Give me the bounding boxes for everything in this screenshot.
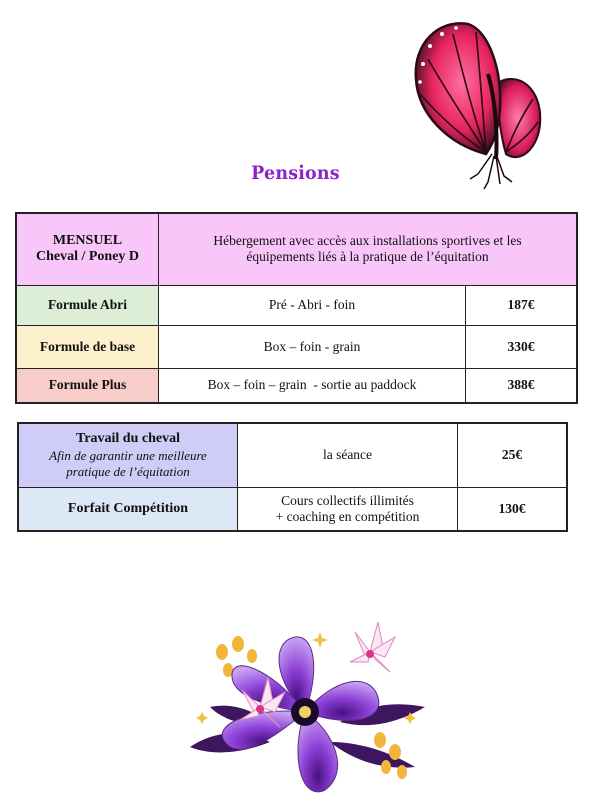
service-name: Forfait Compétition [18,487,238,531]
service-name: Travail du cheval [76,431,180,447]
service-content-cell [238,487,458,531]
service-note-line2: pratique de l’équitation [66,464,190,479]
table-row [18,423,567,487]
formula-content: Box – foin - grain [159,325,466,368]
header-description-line2: équipements liés à la pratique de l’équitation [246,249,489,265]
formula-price: 330€ [466,325,578,368]
table-header-row [16,213,577,285]
formula-name: Formule Abri [16,285,159,325]
formula-name: Formule de base [16,325,159,368]
service-content: la séance [238,423,458,487]
table-row [16,325,577,368]
service-content-line2: + coaching en compétition [275,508,420,524]
service-price: 25€ [458,423,568,487]
service-price: 130€ [458,487,568,531]
header-description-line1: Hébergement avec accès aux installations sportives et les [213,233,522,249]
formula-name: Formule Plus [16,368,159,403]
service-name-cell [18,423,238,487]
table-row [16,285,577,325]
formula-price: 388€ [466,368,578,403]
formula-content: Box – foin – grain - sortie au paddock [159,368,466,403]
table-row [18,487,567,531]
service-content-line1: Cours collectifs illimités [281,492,414,508]
header-description-cell [159,213,578,285]
header-label-cell [16,213,159,285]
page-title: Pensions [251,162,340,184]
flower-illustration [180,612,430,806]
table-row [16,368,577,403]
header-label-line1: MENSUEL [52,233,123,249]
services-table [17,422,568,532]
header-label-line2: Cheval / Poney D [35,249,140,265]
service-note-line1: Afin de garantir une meilleure [49,447,207,463]
monthly-boarding-table [15,212,578,404]
formula-content: Pré - Abri - foin [159,285,466,325]
formula-price: 187€ [466,285,578,325]
